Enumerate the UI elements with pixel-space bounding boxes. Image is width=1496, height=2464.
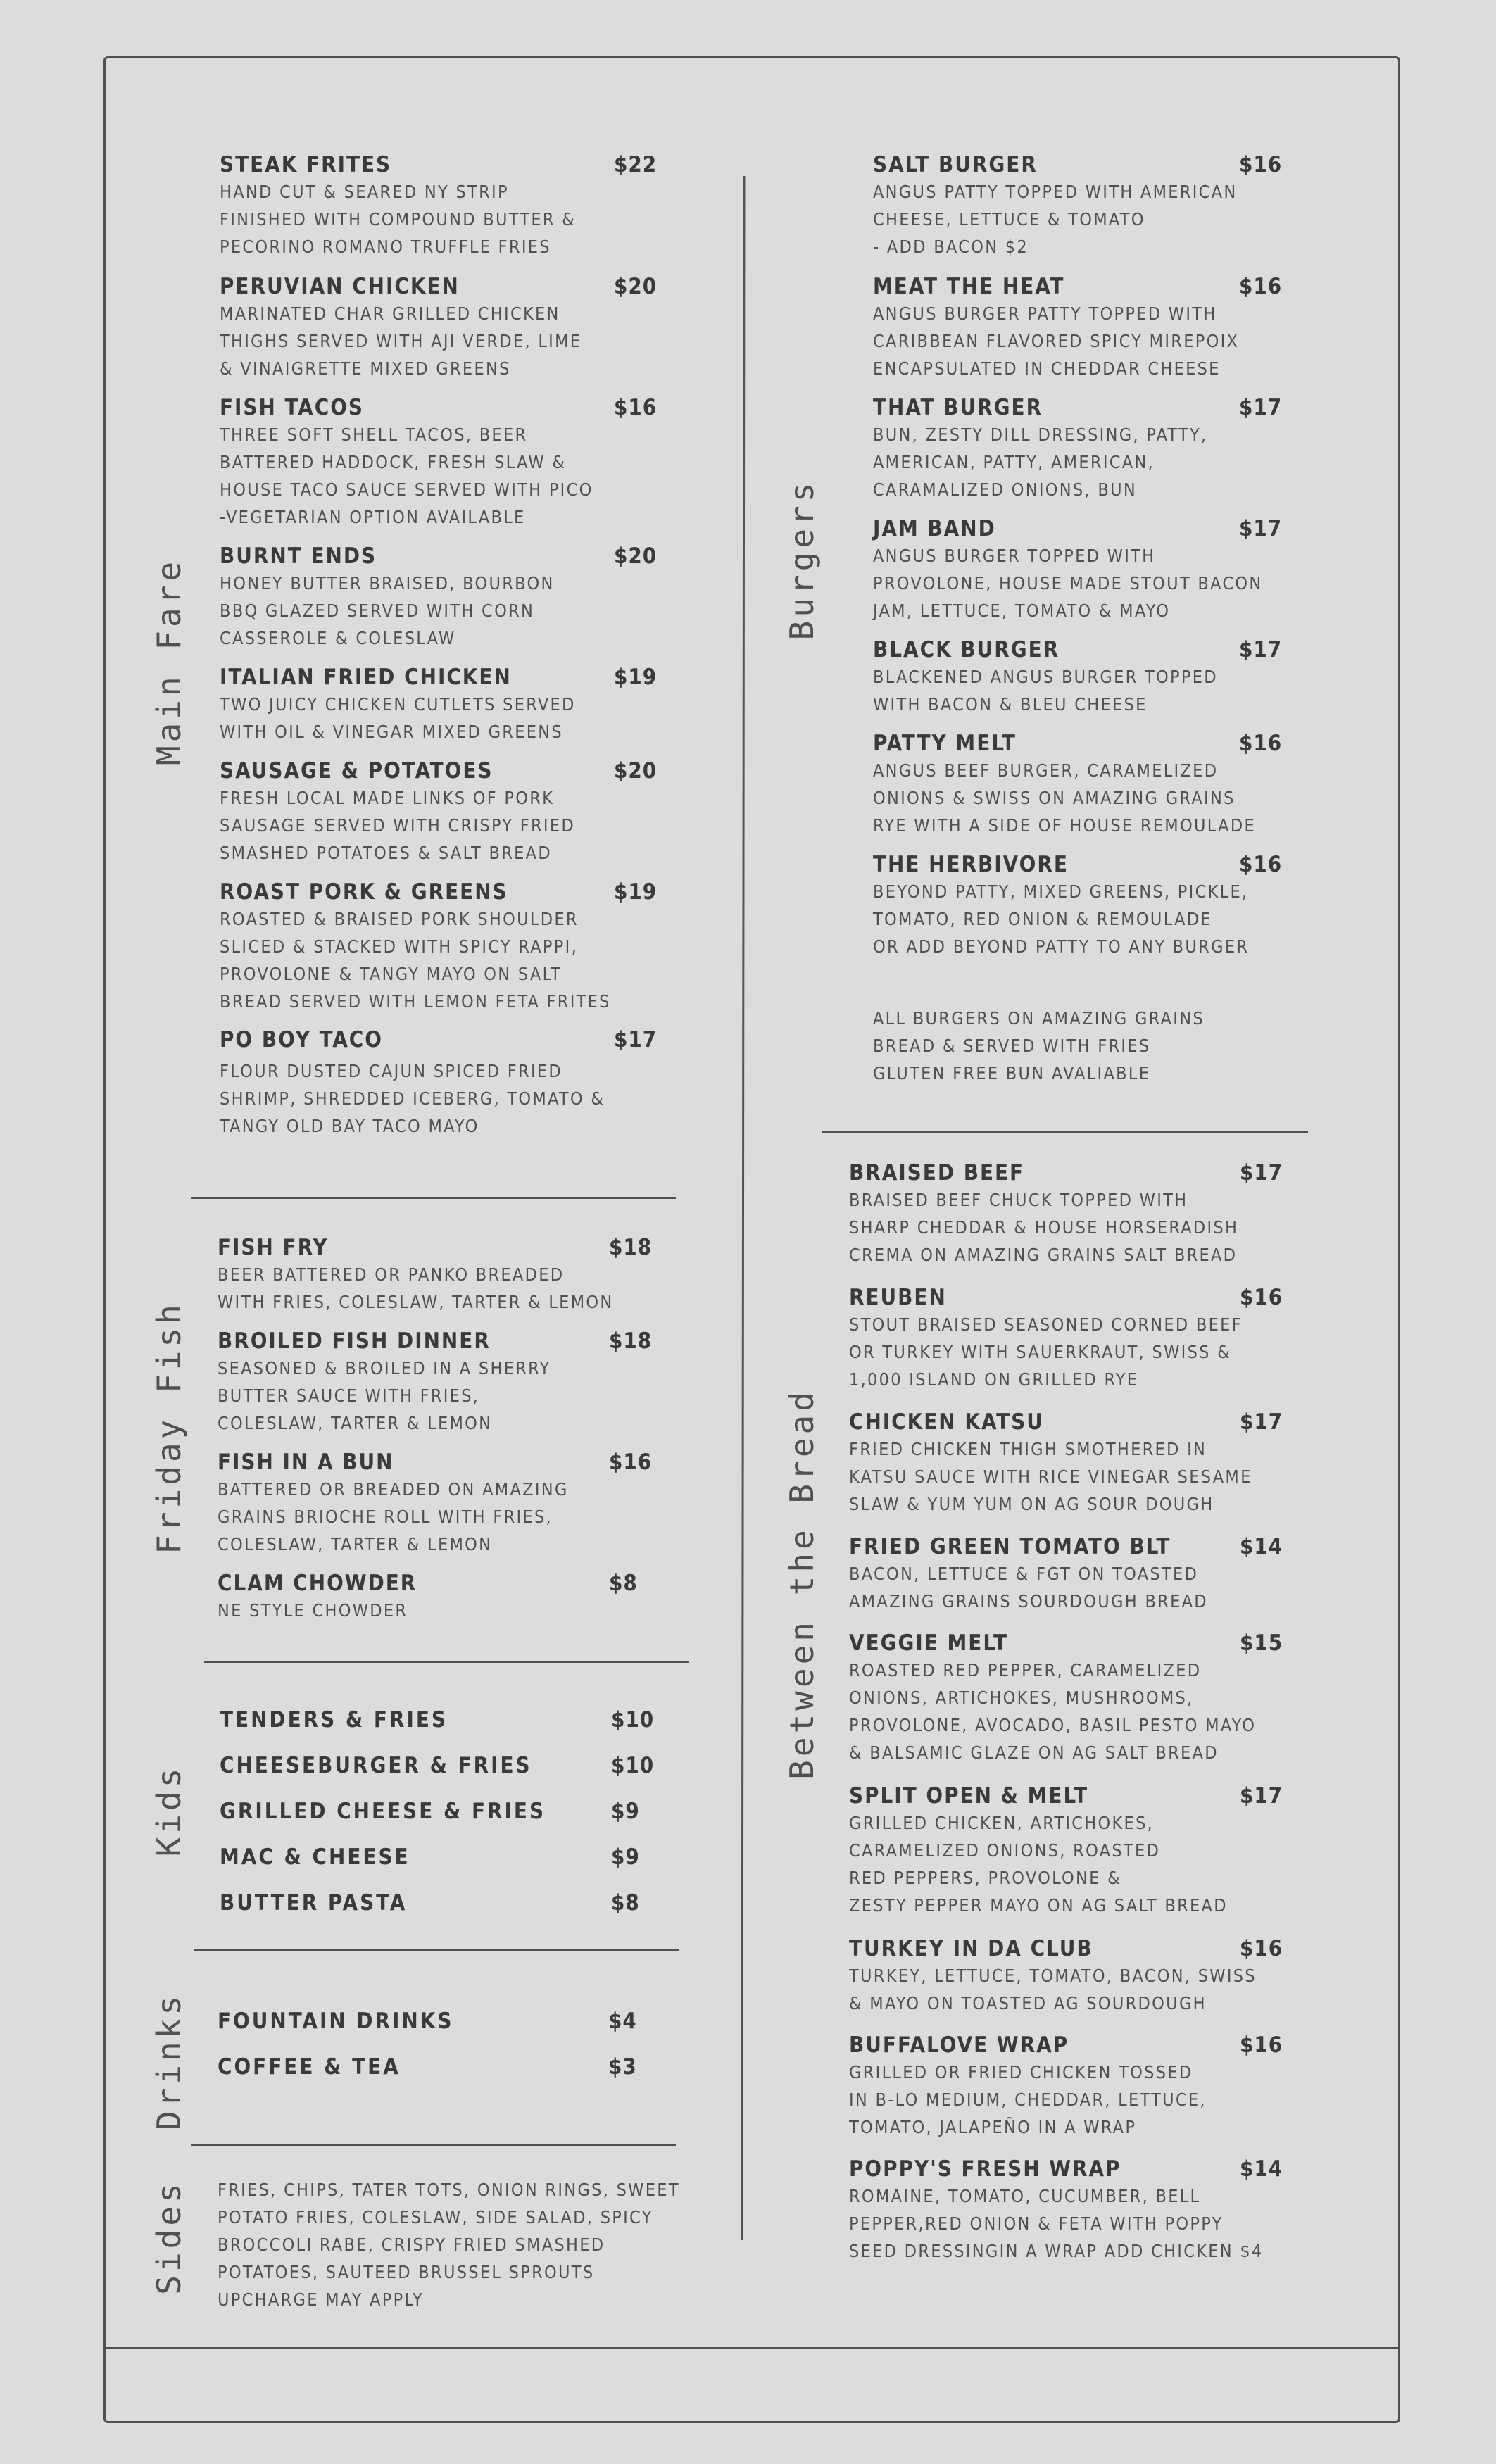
item-name: TENDERS & FRIES <box>220 1707 448 1733</box>
menu-item <box>849 1630 1300 1766</box>
item-name: BRAISED BEEF <box>849 1160 1025 1186</box>
menu-item <box>220 1890 656 1916</box>
item-price: $16 <box>1239 274 1283 299</box>
item-description: ROASTED & BRAISED PORK SHOULDER SLICED & STACKED WITH SPICY RAPPI, PROVOLONE & TANGY MAYO ON SALT BREAD SERVED WITH LEMON FETA FRITES <box>220 909 611 1012</box>
item-name: FISH IN A BUN <box>218 1450 394 1475</box>
menu-item <box>849 2156 1300 2265</box>
divider-kids <box>194 1949 679 1951</box>
item-price: $16 <box>1240 2032 1283 2058</box>
item-price: $8 <box>611 1890 640 1916</box>
item-description: GRILLED CHICKEN, ARTICHOKES, CARAMELIZED ONIONS, ROASTED RED PEPPERS, PROVOLONE & ZESTY PEPPER MAYO ON AG SALT BREAD <box>849 1813 1228 1916</box>
menu-item <box>873 394 1295 503</box>
menu-item <box>220 543 656 652</box>
item-description: MARINATED CHAR GRILLED CHICKEN THIGHS SERVED WITH AJI VERDE, LIME & VINAIGRETTE MIXED GREENS <box>220 303 582 379</box>
item-description: ROASTED RED PEPPER, CARAMELIZED ONIONS, ARTICHOKES, MUSHROOMS, PROVOLONE, AVOCADO, BASIL PESTO MAYO & BALSAMIC GLAZE ON AG SALT BREAD <box>849 1660 1257 1763</box>
item-name: FRIED GREEN TOMATO BLT <box>849 1534 1171 1559</box>
item-price: $8 <box>609 1571 638 1596</box>
item-price: $18 <box>609 1328 653 1354</box>
item-price: $16 <box>1239 731 1283 756</box>
item-name: TURKEY IN DA CLUB <box>849 1936 1093 1961</box>
item-description: BACON, LETTUCE & FGT ON TOASTED AMAZING GRAINS SOURDOUGH BREAD <box>849 1564 1208 1611</box>
menu-item <box>873 730 1295 839</box>
divider-drinks <box>191 2144 676 2146</box>
item-price: $17 <box>1239 395 1283 420</box>
item-name: BROILED FISH DINNER <box>218 1328 491 1354</box>
item-price: $17 <box>614 1027 658 1052</box>
item-description: HONEY BUTTER BRAISED, BOURBON BBQ GLAZED SERVED WITH CORN CASSEROLE & COLESLAW <box>220 573 555 648</box>
item-description: SEASONED & BROILED IN A SHERRY BUTTER SAUCE WITH FRIES, COLESLAW, TARTER & LEMON <box>218 1358 551 1433</box>
item-name: SALT BURGER <box>873 152 1038 177</box>
menu-item <box>218 1234 654 1316</box>
item-name: MAC & CHEESE <box>220 1844 410 1870</box>
item-description: BATTERED OR BREADED ON AMAZING GRAINS BRIOCHE ROLL WITH FRIES, COLESLAW, TARTER & LEMON <box>218 1479 569 1554</box>
item-price: $17 <box>1240 1409 1283 1435</box>
item-price: $15 <box>1240 1630 1283 1656</box>
item-name: CLAM CHOWDER <box>218 1571 417 1596</box>
item-name: VEGGIE MELT <box>849 1630 1009 1656</box>
item-price: $20 <box>614 274 658 299</box>
item-name: STEAK FRITES <box>220 152 392 177</box>
item-price: $4 <box>608 2009 637 2034</box>
item-price: $9 <box>611 1799 640 1824</box>
item-name: FISH TACOS <box>220 395 365 420</box>
divider-burgers <box>822 1131 1308 1133</box>
menu-item <box>873 273 1295 382</box>
divider-main-fare <box>191 1197 676 1199</box>
item-description: STOUT BRAISED SEASONED CORNED BEEF OR TURKEY WITH SAUERKRAUT, SWISS & 1,000 ISLAND ON GRILLED RYE <box>849 1314 1243 1390</box>
section-title-sides: Sides <box>150 2180 188 2295</box>
item-description: BEER BATTERED OR PANKO BREADED WITH FRIES, COLESLAW, TARTER & LEMON <box>218 1264 614 1312</box>
item-name: BUTTER PASTA <box>220 1890 408 1916</box>
item-description: FRESH LOCAL MADE LINKS OF PORK SAUSAGE SERVED WITH CRISPY FRIED SMASHED POTATOES & SALT BREAD <box>220 788 575 863</box>
item-description: BLACKENED ANGUS BURGER TOPPED WITH BACON & BLEU CHEESE <box>873 667 1218 715</box>
section-title-drinks: Drinks <box>150 1992 188 2131</box>
item-description: ANGUS BURGER TOPPED WITH PROVOLONE, HOUSE MADE STOUT BACON JAM, LETTUCE, TOMATO & MAYO <box>873 546 1263 621</box>
menu-item <box>849 1935 1300 2017</box>
menu-item <box>220 273 656 382</box>
menu-item <box>220 394 656 531</box>
item-description: ANGUS BEEF BURGER, CARAMELIZED ONIONS & SWISS ON AMAZING GRAINS RYE WITH A SIDE OF HOUSE REMOULADE <box>873 760 1256 836</box>
section-title-kids: Kids <box>150 1764 188 1857</box>
item-price: $14 <box>1240 2156 1283 2182</box>
item-description: ROMAINE, TOMATO, CUCUMBER, BELL PEPPER,RED ONION & FETA WITH POPPY SEED DRESSINGIN A WRAP ADD CHICKEN $4 <box>849 2186 1264 2261</box>
menu-item <box>873 636 1295 718</box>
item-description: ANGUS BURGER PATTY TOPPED WITH CARIBBEAN FLAVORED SPICY MIREPOIX ENCAPSULATED IN CHEDDAR CHEESE <box>873 303 1240 379</box>
item-description: BRAISED BEEF CHUCK TOPPED WITH SHARP CHEDDAR & HOUSE HORSERADISH CREMA ON AMAZING GRAINS SALT BREAD <box>849 1190 1239 1265</box>
item-name: CHEESEBURGER & FRIES <box>220 1753 532 1778</box>
menu-item <box>220 664 656 746</box>
menu-item <box>849 1284 1300 1393</box>
menu-item <box>218 2008 654 2035</box>
section-title-friday-fish: Friday Fish <box>150 1301 188 1554</box>
item-description: GRILLED OR FRIED CHICKEN TOSSED IN B-LO MEDIUM, CHEDDAR, LETTUCE, TOMATO, JALAPEÑO IN A WRAP <box>849 2062 1207 2137</box>
menu-item <box>220 879 656 1015</box>
item-name: CHICKEN KATSU <box>849 1409 1044 1435</box>
item-name: PERUVIAN CHICKEN <box>220 274 460 299</box>
menu-item <box>220 1798 656 1825</box>
item-description: TWO JUICY CHICKEN CUTLETS SERVED WITH OIL & VINEGAR MIXED GREENS <box>220 694 576 742</box>
item-price: $16 <box>1239 152 1283 177</box>
item-description: BUN, ZESTY DILL DRESSING, PATTY, AMERICAN, PATTY, AMERICAN, CARAMALIZED ONIONS, BUN <box>873 425 1208 500</box>
item-price: $16 <box>1240 1285 1283 1310</box>
menu-item <box>849 2032 1300 2141</box>
sides-list: FRIES, CHIPS, TATER TOTS, ONION RINGS, SWEET POTATO FRIES, COLESLAW, SIDE SALAD, SPICY BROCCOLI RABE, CRISPY FRIED SMASHED POTATOES, SAUTEED BRUSSEL SPROUTS UPCHARGE MAY APPLY <box>218 2180 680 2310</box>
item-price: $17 <box>1240 1160 1283 1186</box>
item-price: $16 <box>609 1450 653 1475</box>
item-name: POPPY'S FRESH WRAP <box>849 2156 1121 2182</box>
item-price: $22 <box>614 152 658 177</box>
section-title-burgers: Burgers <box>783 479 821 641</box>
menu-item <box>849 1159 1300 1269</box>
item-price: $3 <box>608 2054 637 2080</box>
item-price: $16 <box>614 395 658 420</box>
section-title-between-the-bread: Between the Bread <box>783 1388 821 1780</box>
item-description: NE STYLE CHOWDER <box>218 1600 408 1621</box>
item-price: $10 <box>611 1707 655 1733</box>
item-name: SAUSAGE & POTATOES <box>220 758 494 784</box>
menu-item <box>873 151 1295 260</box>
menu-item <box>220 1752 656 1779</box>
item-name: ITALIAN FRIED CHICKEN <box>220 665 512 690</box>
item-name: MEAT THE HEAT <box>873 274 1065 299</box>
menu-item <box>849 1783 1300 1919</box>
menu-item <box>220 1706 656 1733</box>
item-name: GRILLED CHEESE & FRIES <box>220 1799 546 1824</box>
item-description: FRIED CHICKEN THIGH SMOTHERED IN KATSU SAUCE WITH RICE VINEGAR SESAME SLAW & YUM YUM ON AG SOUR DOUGH <box>849 1439 1252 1514</box>
item-price: $17 <box>1240 1783 1283 1809</box>
menu-item <box>220 1844 656 1871</box>
item-name: REUBEN <box>849 1285 947 1310</box>
item-description: TURKEY, LETTUCE, TOMATO, BACON, SWISS & MAYO ON TOASTED AG SOURDOUGH <box>849 1966 1257 2013</box>
item-name: FOUNTAIN DRINKS <box>218 2009 454 2034</box>
item-name: PATTY MELT <box>873 731 1017 756</box>
item-name: FISH FRY <box>218 1235 329 1260</box>
menu-item <box>220 151 656 260</box>
item-price: $19 <box>614 879 658 905</box>
item-name: COFFEE & TEA <box>218 2054 401 2080</box>
item-name: BURNT ENDS <box>220 543 377 569</box>
menu-item <box>218 1449 654 1558</box>
item-name: THE HERBIVORE <box>873 852 1069 877</box>
item-price: $17 <box>1239 637 1283 662</box>
item-price: $20 <box>614 758 658 784</box>
item-name: ROAST PORK & GREENS <box>220 879 508 905</box>
item-name: SPLIT OPEN & MELT <box>849 1783 1089 1809</box>
item-price: $20 <box>614 543 658 569</box>
menu-item <box>873 515 1295 624</box>
item-price: $14 <box>1240 1534 1283 1559</box>
item-description: BEYOND PATTY, MIXED GREENS, PICKLE, TOMATO, RED ONION & REMOULADE OR ADD BEYOND PATTY TO ANY BURGER <box>873 881 1250 957</box>
menu-item <box>849 1409 1300 1518</box>
item-name: THAT BURGER <box>873 395 1043 420</box>
item-description: FLOUR DUSTED CAJUN SPICED FRIED SHRIMP, SHREDDED ICEBERG, TOMATO & TANGY OLD BAY TACO MAYO <box>220 1061 605 1136</box>
item-price: $19 <box>614 665 658 690</box>
item-price: $16 <box>1239 852 1283 877</box>
menu-item <box>218 1328 654 1437</box>
item-name: BUFFALOVE WRAP <box>849 2032 1069 2058</box>
item-name: BLACK BURGER <box>873 637 1060 662</box>
item-description: ANGUS PATTY TOPPED WITH AMERICAN CHEESE, LETTUCE & TOMATO - ADD BACON $2 <box>873 182 1238 257</box>
menu-item <box>220 758 656 867</box>
item-name: JAM BAND <box>873 516 996 541</box>
menu-item <box>218 1570 654 1624</box>
divider-friday-fish <box>204 1661 689 1663</box>
footer-divider <box>103 2347 1400 2349</box>
item-description: HAND CUT & SEARED NY STRIP FINISHED WITH COMPOUND BUTTER & PECORINO ROMANO TRUFFLE FRIES <box>220 182 577 257</box>
section-title-main-fare: Main Fare <box>150 558 188 766</box>
item-name: PO BOY TACO <box>220 1027 383 1052</box>
menu-item <box>218 2054 654 2080</box>
item-price: $18 <box>609 1235 653 1260</box>
menu-item <box>849 1533 1300 1615</box>
menu-item <box>873 851 1295 960</box>
item-description: THREE SOFT SHELL TACOS, BEER BATTERED HADDOCK, FRESH SLAW & HOUSE TACO SAUCE SERVED WITH PICO -VEGETARIAN OPTION AVAILABLE <box>220 425 593 527</box>
item-price: $10 <box>611 1753 655 1778</box>
item-price: $9 <box>611 1844 640 1870</box>
item-price: $16 <box>1240 1936 1283 1961</box>
item-price: $17 <box>1239 516 1283 541</box>
menu-item <box>220 1026 656 1140</box>
burgers-note: ALL BURGERS ON AMAZING GRAINS BREAD & SERVED WITH FRIES GLUTEN FREE BUN AVALIABLE <box>873 1008 1205 1083</box>
